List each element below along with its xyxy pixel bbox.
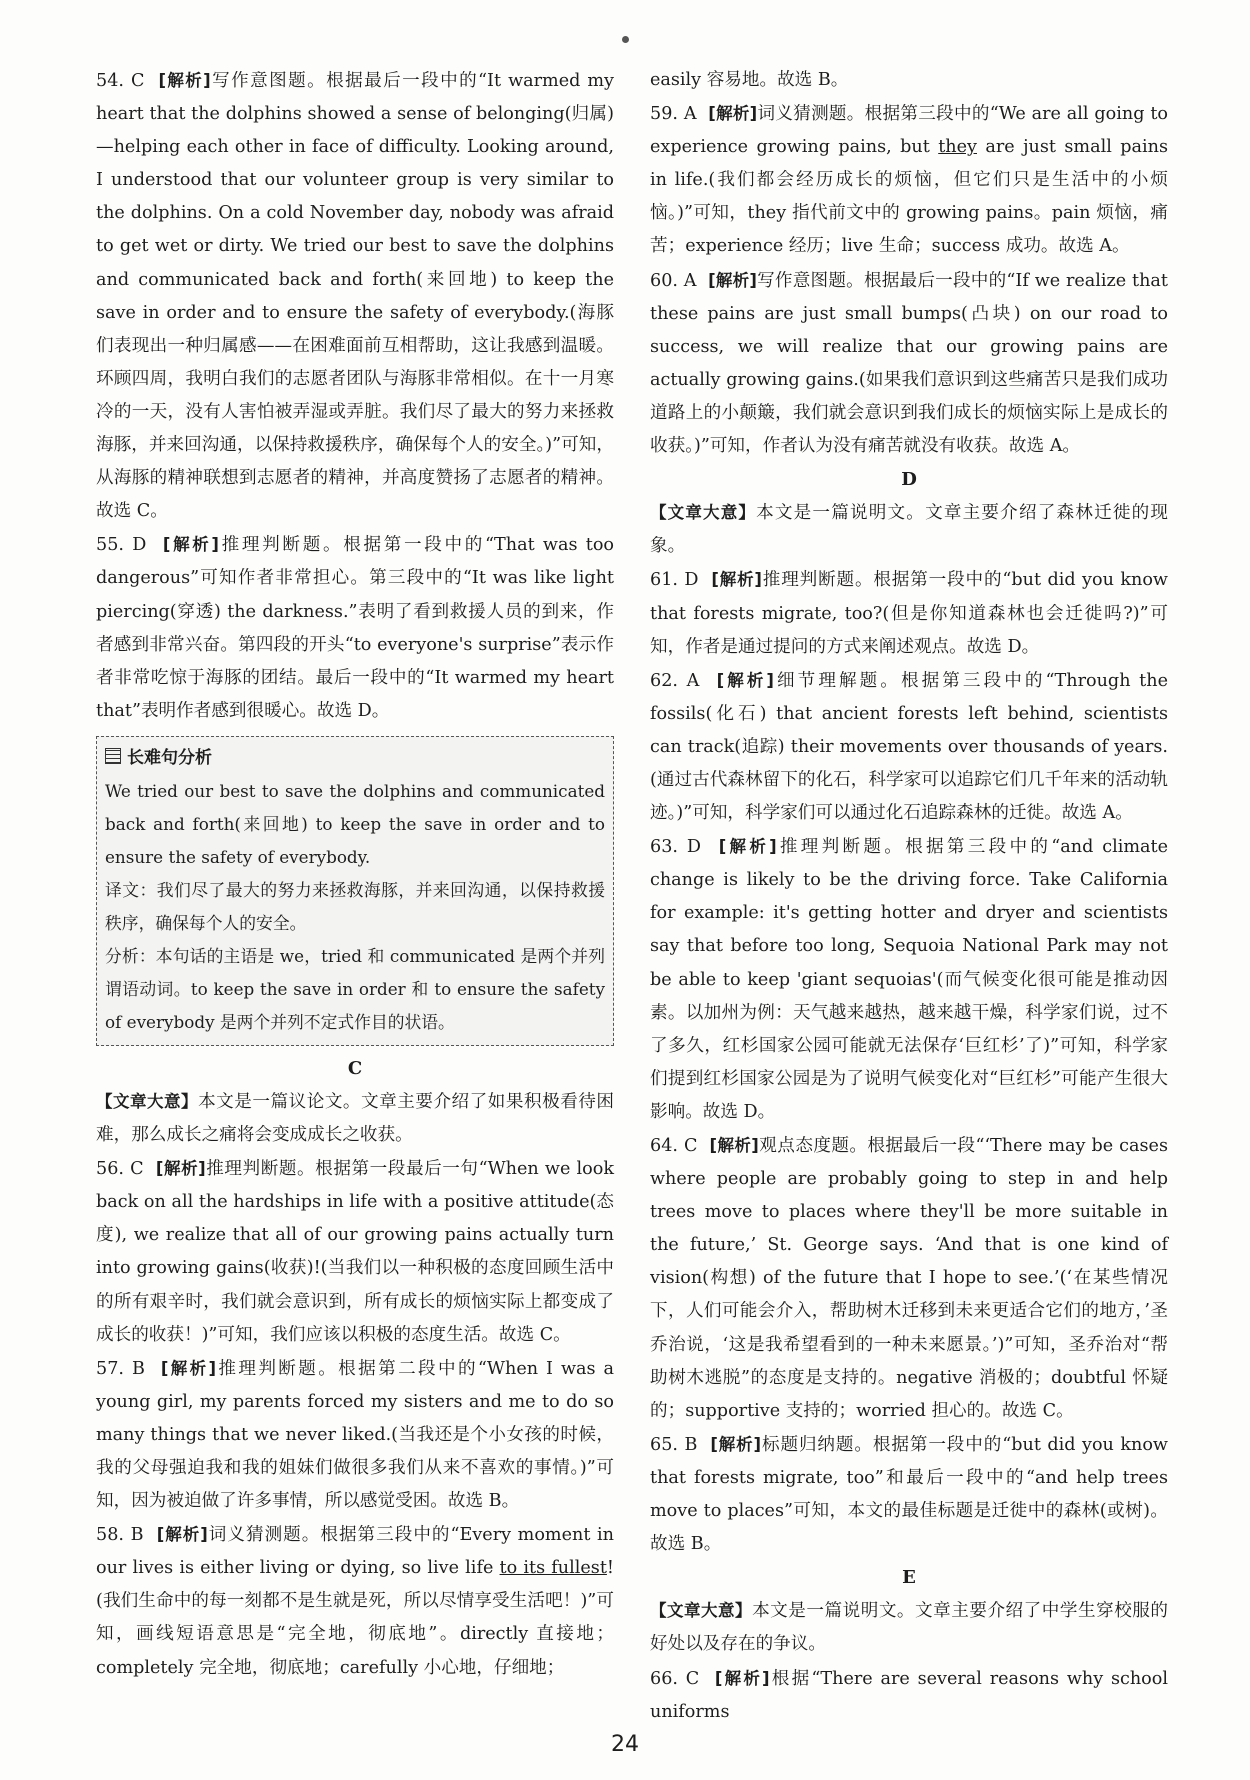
answer-59: 59. A [解析]词义猜测题。根据第三段中的“We are all going to experience growing pains, but they are just small pains in life.(我们都会经历成长的烦恼，但它们只是生活中的小烦恼。)”可知，they 指代前文中的 growing pains。pain 烦恼，痛苦；experience 经历；live 生命；success 成功。故选 A。 [650, 104, 1169, 257]
analysis-icon [105, 748, 121, 764]
answer-64: 64. C [解析]观点态度题。根据最后一段“‘There may be cases where people are probably going to step in and help trees move to places where they'll be more suitable in the future,’ St. George says. ‘And that is one kind of vision(构想) of the future that I hope to see.’(‘在某些情况下，人们可能会介入，帮助树木迁移到未来更适合它们的地方，’圣乔治说，‘这是我希望看到的一种未来愿景。’)”可知，圣乔治对“帮助树木逃脱”的态度是支持的。negative 消极的；doubtful 怀疑的；supportive 支持的；worried 担心的。故选 C。 [650, 1136, 1168, 1421]
answer-63: 63. D [解析]推理判断题。根据第三段中的“and climate change is likely to be the driving force. Take California for example: it's getting hotter and dryer and scientists say that before too long, Sequoia National Park may not be able to keep 'giant sequoias'(而气候变化很可能是推动因素。以加州为例：天气越来越热，越来越干燥，科学家们说，过不了多久，红杉国家公园可能就无法保存‘巨红杉’了)”可知，科学家们提到红杉国家公园是为了说明气候变化对“巨红杉”可能产生很大影响。故选 D。 [650, 837, 1168, 1122]
section-c-heading: C [347, 1057, 363, 1079]
page-number: 24 [611, 1732, 639, 1757]
summary-d: 【文章大意】本文是一篇说明文。文章主要介绍了森林迁徙的现象。 [650, 503, 1168, 557]
right-column [650, 64, 1168, 1729]
answer-58-continued: easily 容易地。故选 B。 [650, 70, 849, 90]
box-translation: 译文：我们尽了最大的努力来拯救海豚，并来回沟通，以保持救援秩序，确保每个人的安全。 [105, 879, 605, 933]
answer-57: 57. B [解析]推理判断题。根据第二段中的“When I was a young girl, my parents forced my sisters and me to do so many things that we never liked.(当我还是个小女孩的时候，我的父母强迫我和我的姐妹们做很多我们从来不喜欢的事情。)”可知，因为被迫做了许多事情，所以感觉受困。故选 B。 [96, 1358, 614, 1512]
answer-61: 61. D [解析]推理判断题。根据第一段中的“but did you know that forests migrate, too?(但是你知道森林也会迁徙吗?)”可知，作者是通过提问的方式来阐述观点。故选 D。 [650, 570, 1168, 657]
answer-54: 54. C [解析]写作意图题。根据最后一段中的“It warmed my heart that the dolphins showed a sense of belonging(归属)—helping each other in face of difficulty. Looking around, I understood that our volunteer group is very similar to the dolphins. On a cold November day, nobody was afraid to get wet or dirty. We tried our best to save the dolphins and communicated back and forth(来回地) to keep the save in order and to ensure the safety of everybody.(海豚们表现出一种归属感——在困难面前互相帮助，这让我感到温暖。环顾四周，我明白我们的志愿者团队与海豚非常相似。在十一月寒冷的一天，没有人害怕被弄湿或弄脏。我们尽了最大的努力来拯救海豚，并来回沟通，以保持救援秩序，确保每个人的安全。)”可知，从海豚的精神联想到志愿者的精神，并高度赞扬了志愿者的精神。故选 C。 [96, 71, 615, 522]
section-e-heading: E [902, 1567, 916, 1589]
box-analysis: 分析：本句话的主语是 we，tried 和 communicated 是两个并列谓语动词。to keep the save in order 和 to ensure the safety of everybody 是两个并列不定式作目的状语。 [105, 945, 605, 1032]
summary-e: 【文章大意】本文是一篇说明文。文章主要介绍了中学生穿校服的好处以及存在的争议。 [650, 1601, 1168, 1655]
box-title: 长难句分析 [105, 741, 605, 775]
box-sentence: We tried our best to save the dolphins and communicated back and forth(来回地) to keep the save in order and to ensure the safety of everybody. [105, 780, 605, 867]
underlined-phrase: to its fullest [499, 1558, 607, 1579]
left-column [96, 64, 614, 1685]
answer-58: 58. B [解析]词义猜测题。根据第三段中的“Every moment in our lives is either living or dying, so live life to its fullest!(我们生命中的每一刻都不是生就是死，所以尽情享受生活吧！)”可知，画线短语意思是“完全地，彻底地”。directly 直接地；completely 完全地，彻底地；carefully 小心地，仔细地； [96, 1525, 614, 1678]
summary-c: 【文章大意】本文是一篇议论文。文章主要介绍了如果积极看待困难，那么成长之痛将会变成成长之收获。 [96, 1091, 614, 1146]
answer-66: 66. C [解析]根据“There are several reasons why school uniforms [650, 1668, 1168, 1722]
section-d-heading: D [901, 469, 917, 491]
long-sentence-analysis-box [96, 736, 614, 1046]
top-mark [622, 36, 629, 43]
answer-60: 60. A [解析]写作意图题。根据最后一段中的“If we realize that these pains are just small bumps(凸块) on our road to success, we will realize that our growing pains are actually growing gains.(如果我们意识到这些痛苦只是我们成功道路上的小颠簸，我们就会意识到我们成长的烦恼实际上是成长的收获。)”可知，作者认为没有痛苦就没有收获。故选 A。 [650, 270, 1168, 457]
answer-55: 55. D [解析]推理判断题。根据第一段中的“That was too dangerous”可知作者非常担心。第三段中的“It was like light piercing(穿透) the darkness.”表明了看到救援人员的到来，作者感到非常兴奋。第四段的开头“to everyone's surprise”表示作者非常吃惊于海豚的团结。最后一段中的“It warmed my heart that”表明作者感到很暖心。故选 D。 [96, 535, 615, 721]
underlined-word: they [938, 137, 977, 158]
answer-56: 56. C [解析]推理判断题。根据第一段最后一句“When we look back on all the hardships in life with a positive attitude(态度), we realize that all of our growing pains actually turn into growing gains(收获)!(当我们以一种积极的态度回顾生活中的所有艰辛时，我们就会意识到，所有成长的烦恼实际上都变成了成长的收获！)”可知，我们应该以积极的态度生活。故选 C。 [96, 1159, 614, 1345]
answer-65: 65. B [解析]标题归纳题。根据第一段中的“but did you know that forests migrate, too”和最后一段中的“and help trees move to places”可知，本文的最佳标题是迁徙中的森林(或树)。故选 B。 [650, 1434, 1168, 1555]
answer-62: 62. A [解析]细节理解题。根据第三段中的“Through the fossils(化石) that ancient forests left behind, scientists can track(追踪) their movements over thousands of years.(通过古代森林留下的化石，科学家可以追踪它们几千年来的活动轨迹。)”可知，科学家们可以通过化石追踪森林的迁徙。故选 A。 [650, 670, 1168, 824]
